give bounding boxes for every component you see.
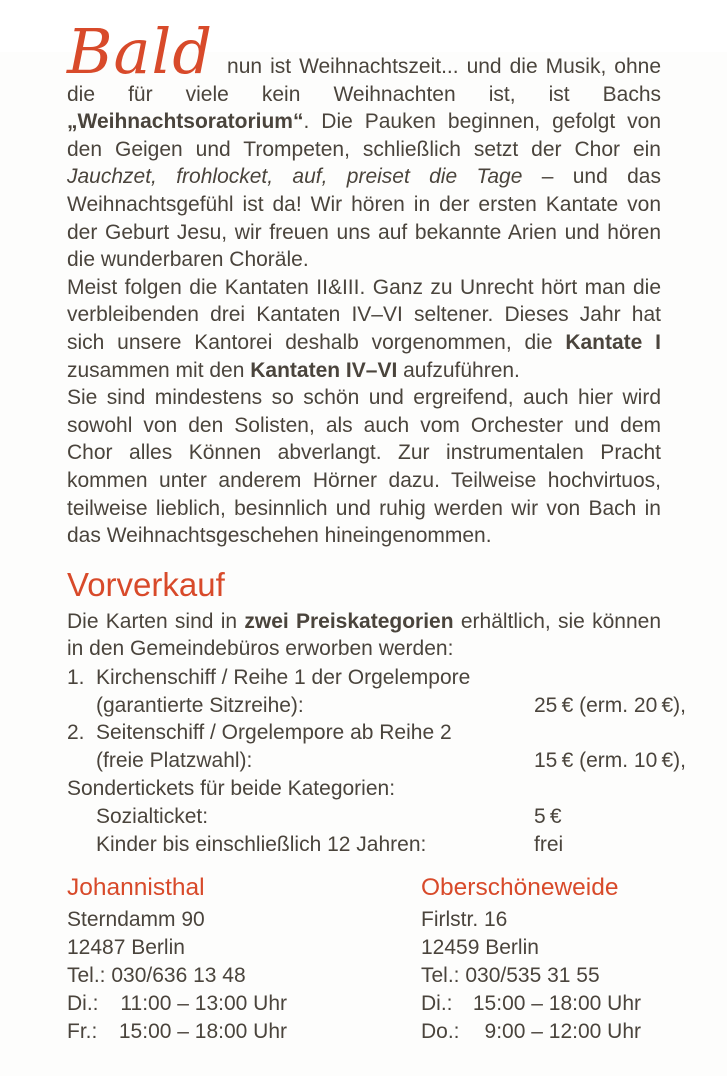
vv-intro-bold: zwei Preiskategorien bbox=[244, 609, 454, 633]
price-item-1-price-row bbox=[67, 692, 686, 720]
price-list bbox=[67, 664, 686, 859]
price-item-1-price: 25 € (erm. 20 €), bbox=[534, 693, 686, 717]
p1-bold-weihnachtsoratorium: „Weihnachtsoratorium“ bbox=[67, 110, 304, 134]
contact-name: Johannisthal bbox=[67, 874, 205, 902]
p1-text-a: nun ist Weihnachtszeit... und die Musik, ohne die für viele kein Weihnachten ist, ist Bachs bbox=[67, 55, 661, 106]
contact-city: 12459 Berlin bbox=[421, 936, 539, 960]
price-item-1-number: 1. bbox=[67, 665, 85, 689]
special-tickets-heading: Sondertickets für beide Kategorien: bbox=[67, 777, 396, 801]
contact-street: Firlstr. 16 bbox=[421, 908, 508, 932]
contact-phone: Tel.: 030/636 13 48 bbox=[67, 964, 246, 988]
p2-bold-kantaten-4-6: Kantaten IV–VI bbox=[250, 358, 398, 382]
hours-time: 15:00 – 18:00 Uhr bbox=[472, 992, 641, 1016]
price-item-2-subtitle: (freie Platzwahl): bbox=[96, 749, 253, 773]
special-ticket-1-row bbox=[67, 803, 661, 831]
price-item-1-title-row bbox=[67, 664, 661, 692]
contact-card-oberschoeneweide bbox=[421, 873, 661, 1046]
contact-city: 12487 Berlin bbox=[67, 936, 185, 960]
hours-day: Di.: bbox=[67, 992, 99, 1016]
hours-row bbox=[67, 1018, 421, 1046]
p2-text-b: zusammen mit den bbox=[67, 358, 251, 382]
special-ticket-1-price: 5 € bbox=[534, 804, 562, 828]
price-item-2-price: 15 € (erm. 10 €), bbox=[534, 749, 686, 773]
intro-paragraph-2 bbox=[67, 274, 661, 384]
vorverkauf-heading: Vorverkauf bbox=[67, 565, 225, 603]
contact-card-johannisthal bbox=[67, 873, 421, 1046]
hours-row bbox=[421, 1018, 661, 1046]
contacts-section bbox=[67, 873, 661, 1046]
special-tickets-heading-row bbox=[67, 775, 661, 803]
price-item-2-title: Seitenschiff / Orgelempore ab Reihe 2 bbox=[96, 721, 452, 745]
contact-phone: Tel.: 030/535 31 55 bbox=[421, 964, 600, 988]
intro-paragraph-3: Sie sind mindestens so schön und ergreifend, auch hier wird sowohl von den Solisten, als auch vom Orchester und dem Chor alles Können abverlangt. Zur instrumentalen Pracht kommen unter anderem Hörner dazu. Teilweise hochvirtuos, teilweise lieblich, besinnlich und ruhig werden wir von Bach in das Weihnachtsgeschehen hineingenommen. bbox=[67, 386, 661, 548]
p2-bold-kantate-1: Kantate I bbox=[565, 330, 661, 354]
vorverkauf-intro bbox=[67, 608, 661, 663]
p2-text-a: Meist folgen die Kantaten II&III. Ganz zu Unrecht hört man die verbleibenden drei Kantaten IV–VI seltener. Dieses Jahr hat sich unsere Kantorei deshalb vorgenommen, die bbox=[67, 275, 661, 354]
special-ticket-2-row bbox=[67, 831, 661, 859]
hours-row bbox=[421, 990, 661, 1018]
price-item-2-price-row bbox=[67, 747, 686, 775]
vv-intro-b: erhältlich, sie können in den Gemeindebüros erworben werden: bbox=[67, 609, 662, 661]
special-ticket-1-label: Sozialticket: bbox=[96, 804, 209, 828]
intro-copy bbox=[67, 15, 661, 550]
special-ticket-2-label: Kinder bis einschließlich 12 Jahren: bbox=[96, 832, 427, 856]
contact-street: Sterndamm 90 bbox=[67, 908, 205, 932]
p1-italic-jauchzet: Jauchzet, frohlocket, auf, preiset die Tage bbox=[67, 165, 523, 189]
hours-day: Di.: bbox=[421, 992, 453, 1016]
vv-intro-a: Die Karten sind in bbox=[67, 609, 245, 633]
price-item-1-subtitle: (garantierte Sitzreihe): bbox=[96, 693, 304, 717]
hours-day: Fr.: bbox=[67, 1020, 98, 1044]
special-ticket-2-price: frei bbox=[534, 832, 564, 856]
decorative-initial-word: Bald bbox=[67, 15, 214, 88]
hours-row bbox=[67, 990, 421, 1018]
contact-name: Oberschöneweide bbox=[421, 874, 619, 902]
p1-text-b: . Die Pauken beginnen, gefolgt von den Geigen und Trompeten, schließlich setzt der Chor ein bbox=[67, 110, 661, 161]
hours-time: 15:00 – 18:00 Uhr bbox=[118, 1020, 287, 1044]
price-item-2-title-row bbox=[67, 719, 661, 747]
price-item-1-title: Kirchenschiff / Reihe 1 der Orgelempore bbox=[96, 665, 471, 689]
p2-text-c: aufzuführen. bbox=[397, 358, 520, 382]
intro-paragraph-1 bbox=[67, 15, 661, 274]
p1-text-c: – und das Weihnachtsgefühl ist da! Wir hören in der ersten Kantate von der Geburt Jesu, wir freuen uns auf bekannte Arien und hören die wunderbaren Choräle. bbox=[67, 165, 661, 272]
price-item-2-number: 2. bbox=[67, 721, 85, 745]
hours-time: 9:00 – 12:00 Uhr bbox=[484, 1020, 641, 1044]
hours-time: 11:00 – 13:00 Uhr bbox=[120, 992, 287, 1016]
hours-day: Do.: bbox=[421, 1020, 460, 1044]
flyer-page bbox=[0, 15, 727, 1076]
